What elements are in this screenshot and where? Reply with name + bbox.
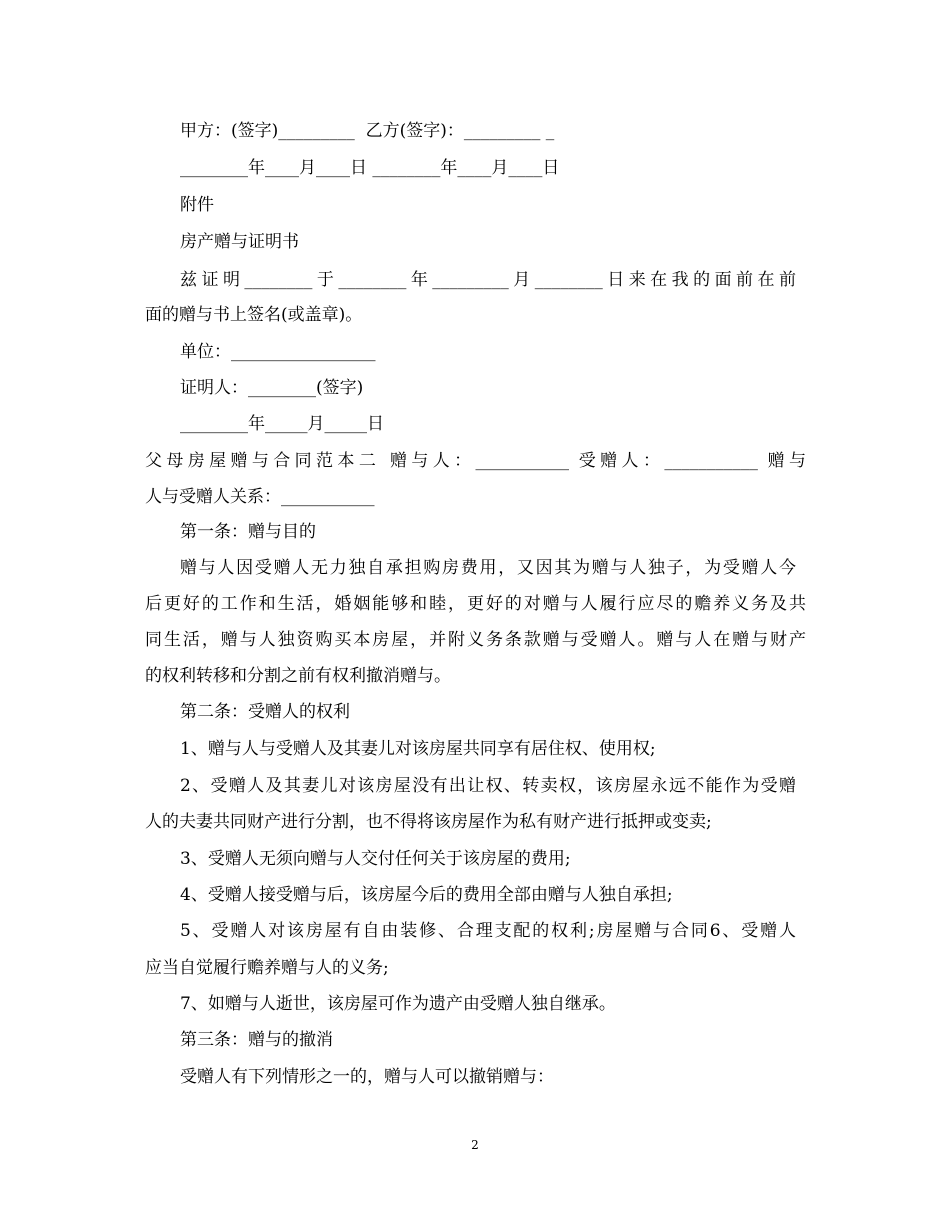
witness-field-line: 证明人：________(签字): [180, 378, 364, 398]
article-2-item-continued: 人的夫妻共同财产进行分割，也不得将该房屋作为私有财产进行抵押或变卖;: [145, 812, 712, 832]
article-2-item: 7、如赠与人逝世，该房屋可作为遗产由受赠人独自继承。: [180, 994, 616, 1014]
article-1-text-line: 赠与人因受赠人无力独自承担购房费用，又因其为赠与人独子，为受赠人今: [180, 558, 796, 578]
witness-date-line: ________年_____月_____日: [180, 414, 384, 434]
contract-heading-line: 父母房屋赠与合同范本二 赠与人：___________ 受赠人：___________ 赠与: [145, 451, 806, 471]
relationship-field-line: 人与受赠人关系：___________: [145, 487, 375, 507]
attachment-label: 附件: [180, 195, 214, 215]
article-2-heading: 第二条：受赠人的权利: [180, 702, 350, 722]
certificate-text-line: 面的赠与书上签名(或盖章)。: [145, 305, 363, 325]
article-1-text-line: 的权利转移和分割之前有权利撤消赠与。: [145, 666, 451, 686]
article-1-text-line: 后更好的工作和生活，婚姻能够和睦，更好的对赠与人履行应尽的赡养义务及共: [145, 594, 806, 614]
page-number: 2: [471, 1138, 479, 1152]
certificate-text-line: 兹证明________于________年_________月________日来在我的面前在前: [180, 270, 796, 290]
article-3-text-line: 受赠人有下列情形之一的，赠与人可以撤销赠与：: [180, 1067, 554, 1087]
signature-date-line: ________年____月____日 ________年____月____日: [180, 158, 560, 178]
certificate-title: 房产赠与证明书: [180, 232, 299, 252]
article-2-item: 1、赠与人与受赠人及其妻儿对该房屋共同享有居住权、使用权;: [180, 739, 656, 759]
article-1-heading: 第一条：赠与目的: [180, 522, 316, 542]
unit-field-line: 单位：_________________: [180, 342, 376, 362]
article-2-item: 3、受赠人无须向赠与人交付任何关于该房屋的费用;: [180, 849, 571, 869]
article-3-heading: 第三条：赠与的撤消: [180, 1030, 333, 1050]
article-1-text-line: 同生活，赠与人独资购买本房屋，并附义务条款赠与受赠人。赠与人在赠与财产: [145, 630, 806, 650]
article-2-item: 4、受赠人接受赠与后，该房屋今后的费用全部由赠与人独自承担;: [180, 885, 673, 905]
article-2-item-continued: 应当自觉履行赡养赠与人的义务;: [145, 958, 389, 978]
article-2-item: 2、受赠人及其妻儿对该房屋没有出让权、转卖权，该房屋永远不能作为受赠: [180, 776, 796, 796]
signature-line-parties: 甲方：(签字)_________ 乙方(签字)：_________ _: [180, 121, 555, 141]
article-2-item: 5、受赠人对该房屋有自由装修、合理支配的权利;房屋赠与合同6、受赠人: [180, 921, 796, 941]
